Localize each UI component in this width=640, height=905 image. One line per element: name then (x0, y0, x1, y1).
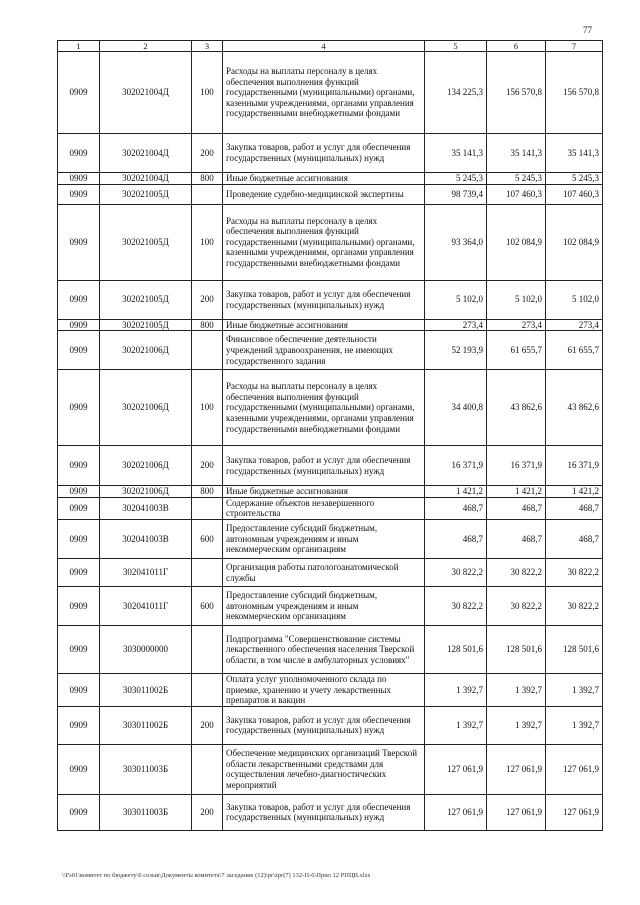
description-cell: Содержание объектов незавершенного строительства (223, 497, 425, 519)
page-number: 77 (583, 25, 592, 35)
code-cell: 302021006Д (100, 446, 192, 486)
amount-cell: 30 822,2 (487, 587, 546, 626)
amount-cell: 30 822,2 (487, 559, 546, 587)
amount-cell: 1 392,7 (425, 706, 487, 744)
code-cell: 302021004Д (100, 52, 192, 134)
table-row (58, 134, 603, 173)
table-row (58, 497, 603, 519)
section-cell: 0909 (58, 173, 100, 185)
expense-type-cell (192, 497, 223, 519)
table-row (58, 744, 603, 794)
amount-cell: 468,7 (546, 497, 603, 519)
amount-cell: 107 460,3 (546, 184, 603, 204)
description-cell: Оплата услуг уполномоченного склада по приемке, хранению и учету лекарственных препаратов и вакцин (223, 674, 425, 707)
amount-cell: 1 392,7 (546, 706, 603, 744)
code-cell: 302021005Д (100, 280, 192, 319)
expense-type-cell: 100 (192, 370, 223, 446)
header-cell: 7 (546, 41, 603, 52)
amount-cell: 128 501,6 (425, 626, 487, 674)
description-cell: Закупка товаров, работ и услуг для обеспечения государственных (муниципальных) нужд (223, 706, 425, 744)
amount-cell: 30 822,2 (425, 559, 487, 587)
amount-cell: 102 084,9 (487, 204, 546, 280)
description-cell: Расходы на выплаты персоналу в целях обеспечения выполнения функций государственными (муниципальными) органами, казенными учреждениями, органами управления государственными внебюджетными фондами (223, 52, 425, 134)
description-cell: Иные бюджетные ассигнования (223, 173, 425, 185)
amount-cell: 1 392,7 (487, 706, 546, 744)
amount-cell: 5 102,0 (487, 280, 546, 319)
header-cell: 5 (425, 41, 487, 52)
table-row (58, 520, 603, 559)
section-cell: 0909 (58, 520, 100, 559)
section-cell: 0909 (58, 674, 100, 707)
section-cell: 0909 (58, 794, 100, 830)
table-row (58, 319, 603, 331)
amount-cell: 128 501,6 (487, 626, 546, 674)
amount-cell: 1 421,2 (487, 486, 546, 498)
amount-cell: 273,4 (425, 319, 487, 331)
expense-type-cell (192, 559, 223, 587)
section-cell: 0909 (58, 370, 100, 446)
table-row (58, 331, 603, 370)
table-row (58, 184, 603, 204)
code-cell: 303011003Б (100, 794, 192, 830)
header-cell: 6 (487, 41, 546, 52)
section-cell: 0909 (58, 559, 100, 587)
code-cell: 302021005Д (100, 204, 192, 280)
description-cell: Проведение судебно-медицинской экспертизы (223, 184, 425, 204)
section-cell: 0909 (58, 486, 100, 498)
code-cell: 302041011Г (100, 559, 192, 587)
table-row (58, 486, 603, 498)
amount-cell: 5 245,3 (487, 173, 546, 185)
amount-cell: 128 501,6 (546, 626, 603, 674)
expense-type-cell: 800 (192, 486, 223, 498)
section-cell: 0909 (58, 744, 100, 794)
section-cell: 0909 (58, 134, 100, 173)
expense-type-cell (192, 626, 223, 674)
amount-cell: 127 061,9 (546, 744, 603, 794)
amount-cell: 52 193,9 (425, 331, 487, 370)
description-cell: Закупка товаров, работ и услуг для обеспечения государственных (муниципальных) нужд (223, 134, 425, 173)
amount-cell: 102 084,9 (546, 204, 603, 280)
description-cell: Финансовое обеспечение деятельности учреждений здравоохранения, не имеющих государственного задания (223, 331, 425, 370)
table-row (58, 626, 603, 674)
amount-cell: 93 364,0 (425, 204, 487, 280)
code-cell: 302021006Д (100, 331, 192, 370)
expense-type-cell: 200 (192, 794, 223, 830)
table-row (58, 370, 603, 446)
amount-cell: 127 061,9 (546, 794, 603, 830)
expense-type-cell: 600 (192, 520, 223, 559)
expense-type-cell: 200 (192, 134, 223, 173)
description-cell: Предоставление субсидий бюджетным, автономным учреждениям и иным некоммерческим организациям (223, 587, 425, 626)
description-cell: Обеспечение медицинских организаций Тверской области лекарственными средствами для осуществления лечебно-диагностических мероприятий (223, 744, 425, 794)
table-header-row (58, 41, 603, 52)
amount-cell: 1 421,2 (546, 486, 603, 498)
amount-cell: 61 655,7 (487, 331, 546, 370)
amount-cell: 30 822,2 (546, 587, 603, 626)
description-cell: Закупка товаров, работ и услуг для обеспечения государственных (муниципальных) нужд (223, 446, 425, 486)
header-cell: 4 (223, 41, 425, 52)
amount-cell: 134 225,3 (425, 52, 487, 134)
table-row (58, 204, 603, 280)
header-cell: 1 (58, 41, 100, 52)
expense-type-cell (192, 184, 223, 204)
amount-cell: 61 655,7 (546, 331, 603, 370)
expense-type-cell: 200 (192, 280, 223, 319)
amount-cell: 468,7 (425, 520, 487, 559)
amount-cell: 156 570,8 (487, 52, 546, 134)
description-cell: Иные бюджетные ассигнования (223, 486, 425, 498)
amount-cell: 16 371,9 (425, 446, 487, 486)
section-cell: 0909 (58, 319, 100, 331)
amount-cell: 107 460,3 (487, 184, 546, 204)
expense-type-cell: 100 (192, 52, 223, 134)
header-cell: 2 (100, 41, 192, 52)
code-cell: 302021004Д (100, 173, 192, 185)
table-row (58, 794, 603, 830)
amount-cell: 5 102,0 (425, 280, 487, 319)
amount-cell: 98 739,4 (425, 184, 487, 204)
code-cell: 302021004Д (100, 134, 192, 173)
amount-cell: 35 141,3 (425, 134, 487, 173)
amount-cell: 16 371,9 (546, 446, 603, 486)
code-cell: 303011003Б (100, 744, 192, 794)
amount-cell: 30 822,2 (425, 587, 487, 626)
table-row (58, 446, 603, 486)
expense-type-cell: 800 (192, 173, 223, 185)
code-cell: 302021006Д (100, 486, 192, 498)
amount-cell: 43 862,6 (487, 370, 546, 446)
description-cell: Подпрограмма "Совершенствование системы лекарственного обеспечения населения Тверской области, в том числе в амбулаторных условиях" (223, 626, 425, 674)
amount-cell: 468,7 (546, 520, 603, 559)
code-cell: 302041011Г (100, 587, 192, 626)
description-cell: Закупка товаров, работ и услуг для обеспечения государственных (муниципальных) нужд (223, 794, 425, 830)
amount-cell: 5 245,3 (546, 173, 603, 185)
description-cell: Организация работы патологоанатомической службы (223, 559, 425, 587)
section-cell: 0909 (58, 446, 100, 486)
amount-cell: 5 102,0 (546, 280, 603, 319)
section-cell: 0909 (58, 706, 100, 744)
amount-cell: 1 421,2 (425, 486, 487, 498)
code-cell: 3030000000 (100, 626, 192, 674)
expense-type-cell: 600 (192, 587, 223, 626)
amount-cell: 35 141,3 (546, 134, 603, 173)
expense-type-cell (192, 744, 223, 794)
expense-type-cell: 200 (192, 446, 223, 486)
description-cell: Закупка товаров, работ и услуг для обеспечения государственных (муниципальных) нужд (223, 280, 425, 319)
code-cell: 302021005Д (100, 184, 192, 204)
amount-cell: 127 061,9 (487, 794, 546, 830)
description-cell: Расходы на выплаты персоналу в целях обеспечения выполнения функций государственными (муниципальными) органами, казенными учреждениями, органами управления государственными внебюджетными фондами (223, 370, 425, 446)
header-cell: 3 (192, 41, 223, 52)
amount-cell: 468,7 (487, 520, 546, 559)
table-row (58, 674, 603, 707)
code-cell: 303011002Б (100, 674, 192, 707)
table-row (58, 587, 603, 626)
amount-cell: 16 371,9 (487, 446, 546, 486)
code-cell: 302041003В (100, 497, 192, 519)
code-cell: 303011002Б (100, 706, 192, 744)
amount-cell: 127 061,9 (425, 744, 487, 794)
code-cell: 302021006Д (100, 370, 192, 446)
amount-cell: 156 570,8 (546, 52, 603, 134)
amount-cell: 468,7 (487, 497, 546, 519)
section-cell: 0909 (58, 331, 100, 370)
section-cell: 0909 (58, 626, 100, 674)
table-row (58, 706, 603, 744)
expense-type-cell: 200 (192, 706, 223, 744)
expense-type-cell (192, 331, 223, 370)
table-row (58, 280, 603, 319)
section-cell: 0909 (58, 587, 100, 626)
budget-table (57, 40, 603, 831)
table-row (58, 52, 603, 134)
expense-type-cell: 800 (192, 319, 223, 331)
amount-cell: 5 245,3 (425, 173, 487, 185)
section-cell: 0909 (58, 280, 100, 319)
expense-type-cell: 100 (192, 204, 223, 280)
section-cell: 0909 (58, 497, 100, 519)
section-cell: 0909 (58, 52, 100, 134)
table-row (58, 559, 603, 587)
code-cell: 302021005Д (100, 319, 192, 331)
file-path-footer: \\Fs01\комитет по бюджету\6 созыв\Документы комитета\7 заседание (12)\pr\zpr(7) 132-П-6\Прил 12 РПЦВ.xlsx (62, 872, 371, 879)
amount-cell: 273,4 (487, 319, 546, 331)
amount-cell: 127 061,9 (487, 744, 546, 794)
section-cell: 0909 (58, 204, 100, 280)
amount-cell: 273,4 (546, 319, 603, 331)
amount-cell: 127 061,9 (425, 794, 487, 830)
description-cell: Иные бюджетные ассигнования (223, 319, 425, 331)
amount-cell: 43 862,6 (546, 370, 603, 446)
amount-cell: 34 400,8 (425, 370, 487, 446)
expense-type-cell (192, 674, 223, 707)
amount-cell: 468,7 (425, 497, 487, 519)
amount-cell: 1 392,7 (546, 674, 603, 707)
description-cell: Предоставление субсидий бюджетным, автономным учреждениям и иным некоммерческим организациям (223, 520, 425, 559)
section-cell: 0909 (58, 184, 100, 204)
amount-cell: 1 392,7 (425, 674, 487, 707)
amount-cell: 30 822,2 (546, 559, 603, 587)
description-cell: Расходы на выплаты персоналу в целях обеспечения выполнения функций государственными (муниципальными) органами, казенными учреждениями, органами управления государственными внебюджетными фондами (223, 204, 425, 280)
table-row (58, 173, 603, 185)
amount-cell: 1 392,7 (487, 674, 546, 707)
code-cell: 302041003В (100, 520, 192, 559)
amount-cell: 35 141,3 (487, 134, 546, 173)
